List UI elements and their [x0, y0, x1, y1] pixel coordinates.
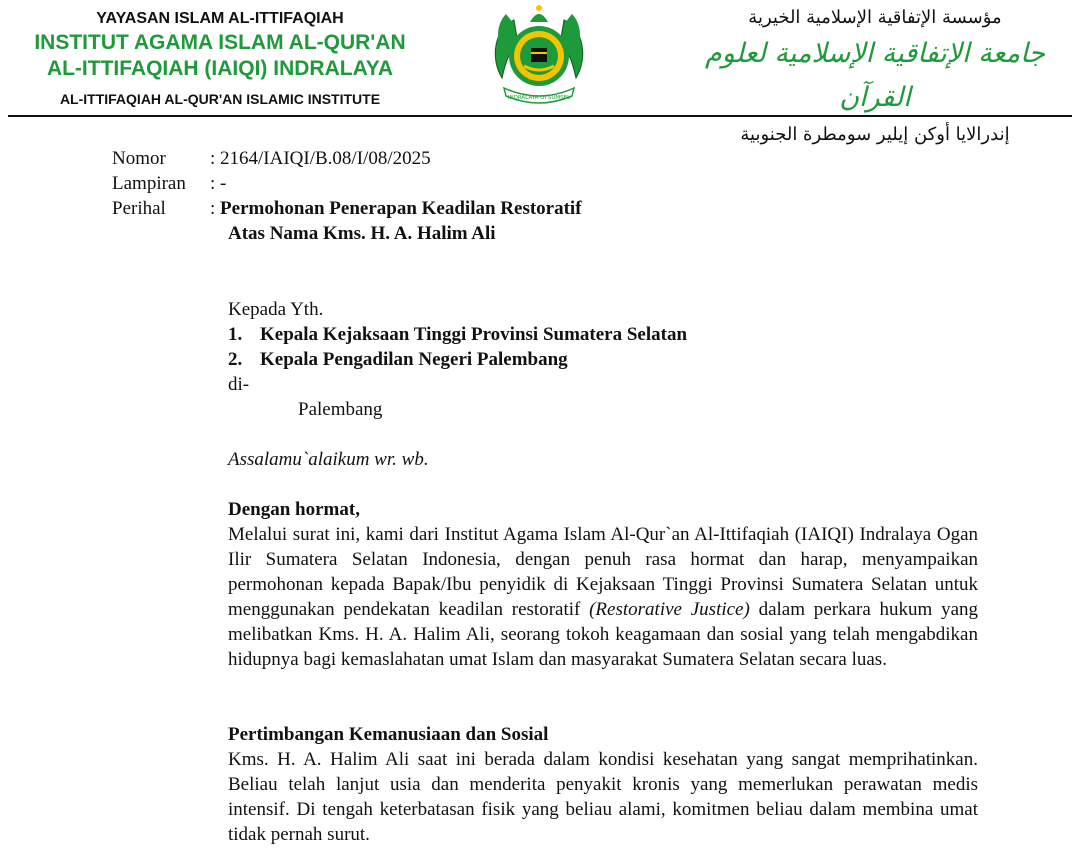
- paragraph-italic-term: (Restorative Justice): [589, 599, 750, 620]
- foundation-name: YAYASAN ISLAM AL-ITTIFAQIAH: [96, 10, 344, 27]
- arabic-institute: جامعة الإتفاقية الإسلامية لعلوم القرآن: [704, 38, 1046, 113]
- recipient-di: di-: [228, 374, 250, 395]
- meta-lampiran: [112, 171, 582, 196]
- nomor-label: Nomor: [112, 148, 166, 169]
- greeting: Assalamu`alaikum wr. wb.: [228, 449, 429, 470]
- institute-name-line2: AL-ITTIFAQIAH (IAIQI) INDRALAYA: [46, 57, 394, 80]
- paragraph-text: dalam perkara hukum yang melibatkan Kms. H. A. Halim Ali, seorang tokoh keagamaan dan sosial yang telah mengabdikan hidupnya bagi kemaslahatan umat Islam dan masyarakat Sumatera Selatan secara luas.: [228, 599, 979, 670]
- recipient-city: Palembang: [298, 399, 383, 420]
- paragraph-text: Melalui surat ini, kami dari Institut Agama Islam Al-Qur`an Al-Ittifaqiah (IAIQI) Indralaya Ogan Ilir Sumatera Selatan Indonesia, dengan penuh rasa hormat dan harap, menyampaikan permohonan kepada Bapak/Ibu penyidik di Kejaksaan Tinggi Provinsi Sumatera Selatan untuk menggunakan pendekatan keadilan restoratif: [228, 524, 978, 620]
- recipient-salutation: Kepada Yth.: [228, 299, 324, 320]
- arabic-location: إندرالايا أوكن إيلير سومطرة الجنوبية: [740, 124, 1010, 145]
- recipient-text: Kepala Pengadilan Negeri Palembang: [260, 349, 568, 370]
- section-heading: Dengan hormat,: [228, 499, 360, 520]
- perihal-label: Perihal: [112, 198, 166, 219]
- recipient-number: 2.: [228, 349, 243, 370]
- header-divider: [8, 115, 1072, 117]
- section-paragraph: Kms. H. A. Halim Ali saat ini berada dalam kondisi kesehatan yang sangat memprihatinkan. Beliau telah lanjut usia dan menderita penyakit kronis yang memerlukan perawatan medis intensif. Di tengah keterbatasan fisik yang beliau alami, komitmen beliau dalam membina umat tidak pernah surut.: [228, 749, 978, 845]
- letterhead-left: [0, 6, 440, 110]
- arabic-foundation: مؤسسة الإتفاقية الإسلامية الخيرية: [748, 7, 1002, 28]
- meta-perihal: [112, 196, 582, 221]
- perihal-value: [210, 196, 582, 221]
- lampiran-value: : -: [210, 173, 227, 194]
- meta-nomor: [112, 146, 582, 171]
- perihal-line1: Permohonan Penerapan Keadilan Restoratif: [220, 198, 582, 219]
- recipient-number: 1.: [228, 324, 243, 345]
- institute-name-line1: INSTITUT AGAMA ISLAM AL-QUR'AN: [34, 31, 406, 54]
- institute-logo-icon: [484, 0, 594, 108]
- section-humanitarian: [228, 722, 978, 847]
- recipient-item: [228, 322, 988, 347]
- letterhead-right-arabic: [690, 4, 1060, 150]
- section-paragraph: [228, 522, 978, 672]
- section-heading: Pertimbangan Kemanusiaan dan Sosial: [228, 724, 549, 745]
- section-opening: [228, 497, 978, 672]
- recipient-item: [228, 347, 988, 372]
- perihal-line2: Atas Nama Kms. H. A. Halim Ali: [228, 223, 496, 244]
- perihal-colon: :: [210, 198, 216, 219]
- letter-meta: [112, 146, 582, 246]
- recipients: [228, 297, 988, 422]
- institute-english-name: AL-ITTIFAQIAH AL-QUR'AN ISLAMIC INSTITUTE: [59, 91, 381, 107]
- lampiran-label: Lampiran: [112, 173, 186, 194]
- svg-text:INDRALAYA OI SUMSEL: INDRALAYA OI SUMSEL: [507, 95, 571, 101]
- recipient-text: Kepala Kejaksaan Tinggi Provinsi Sumatera Selatan: [260, 324, 688, 345]
- nomor-value: : 2164/IAIQI/B.08/I/08/2025: [210, 148, 431, 169]
